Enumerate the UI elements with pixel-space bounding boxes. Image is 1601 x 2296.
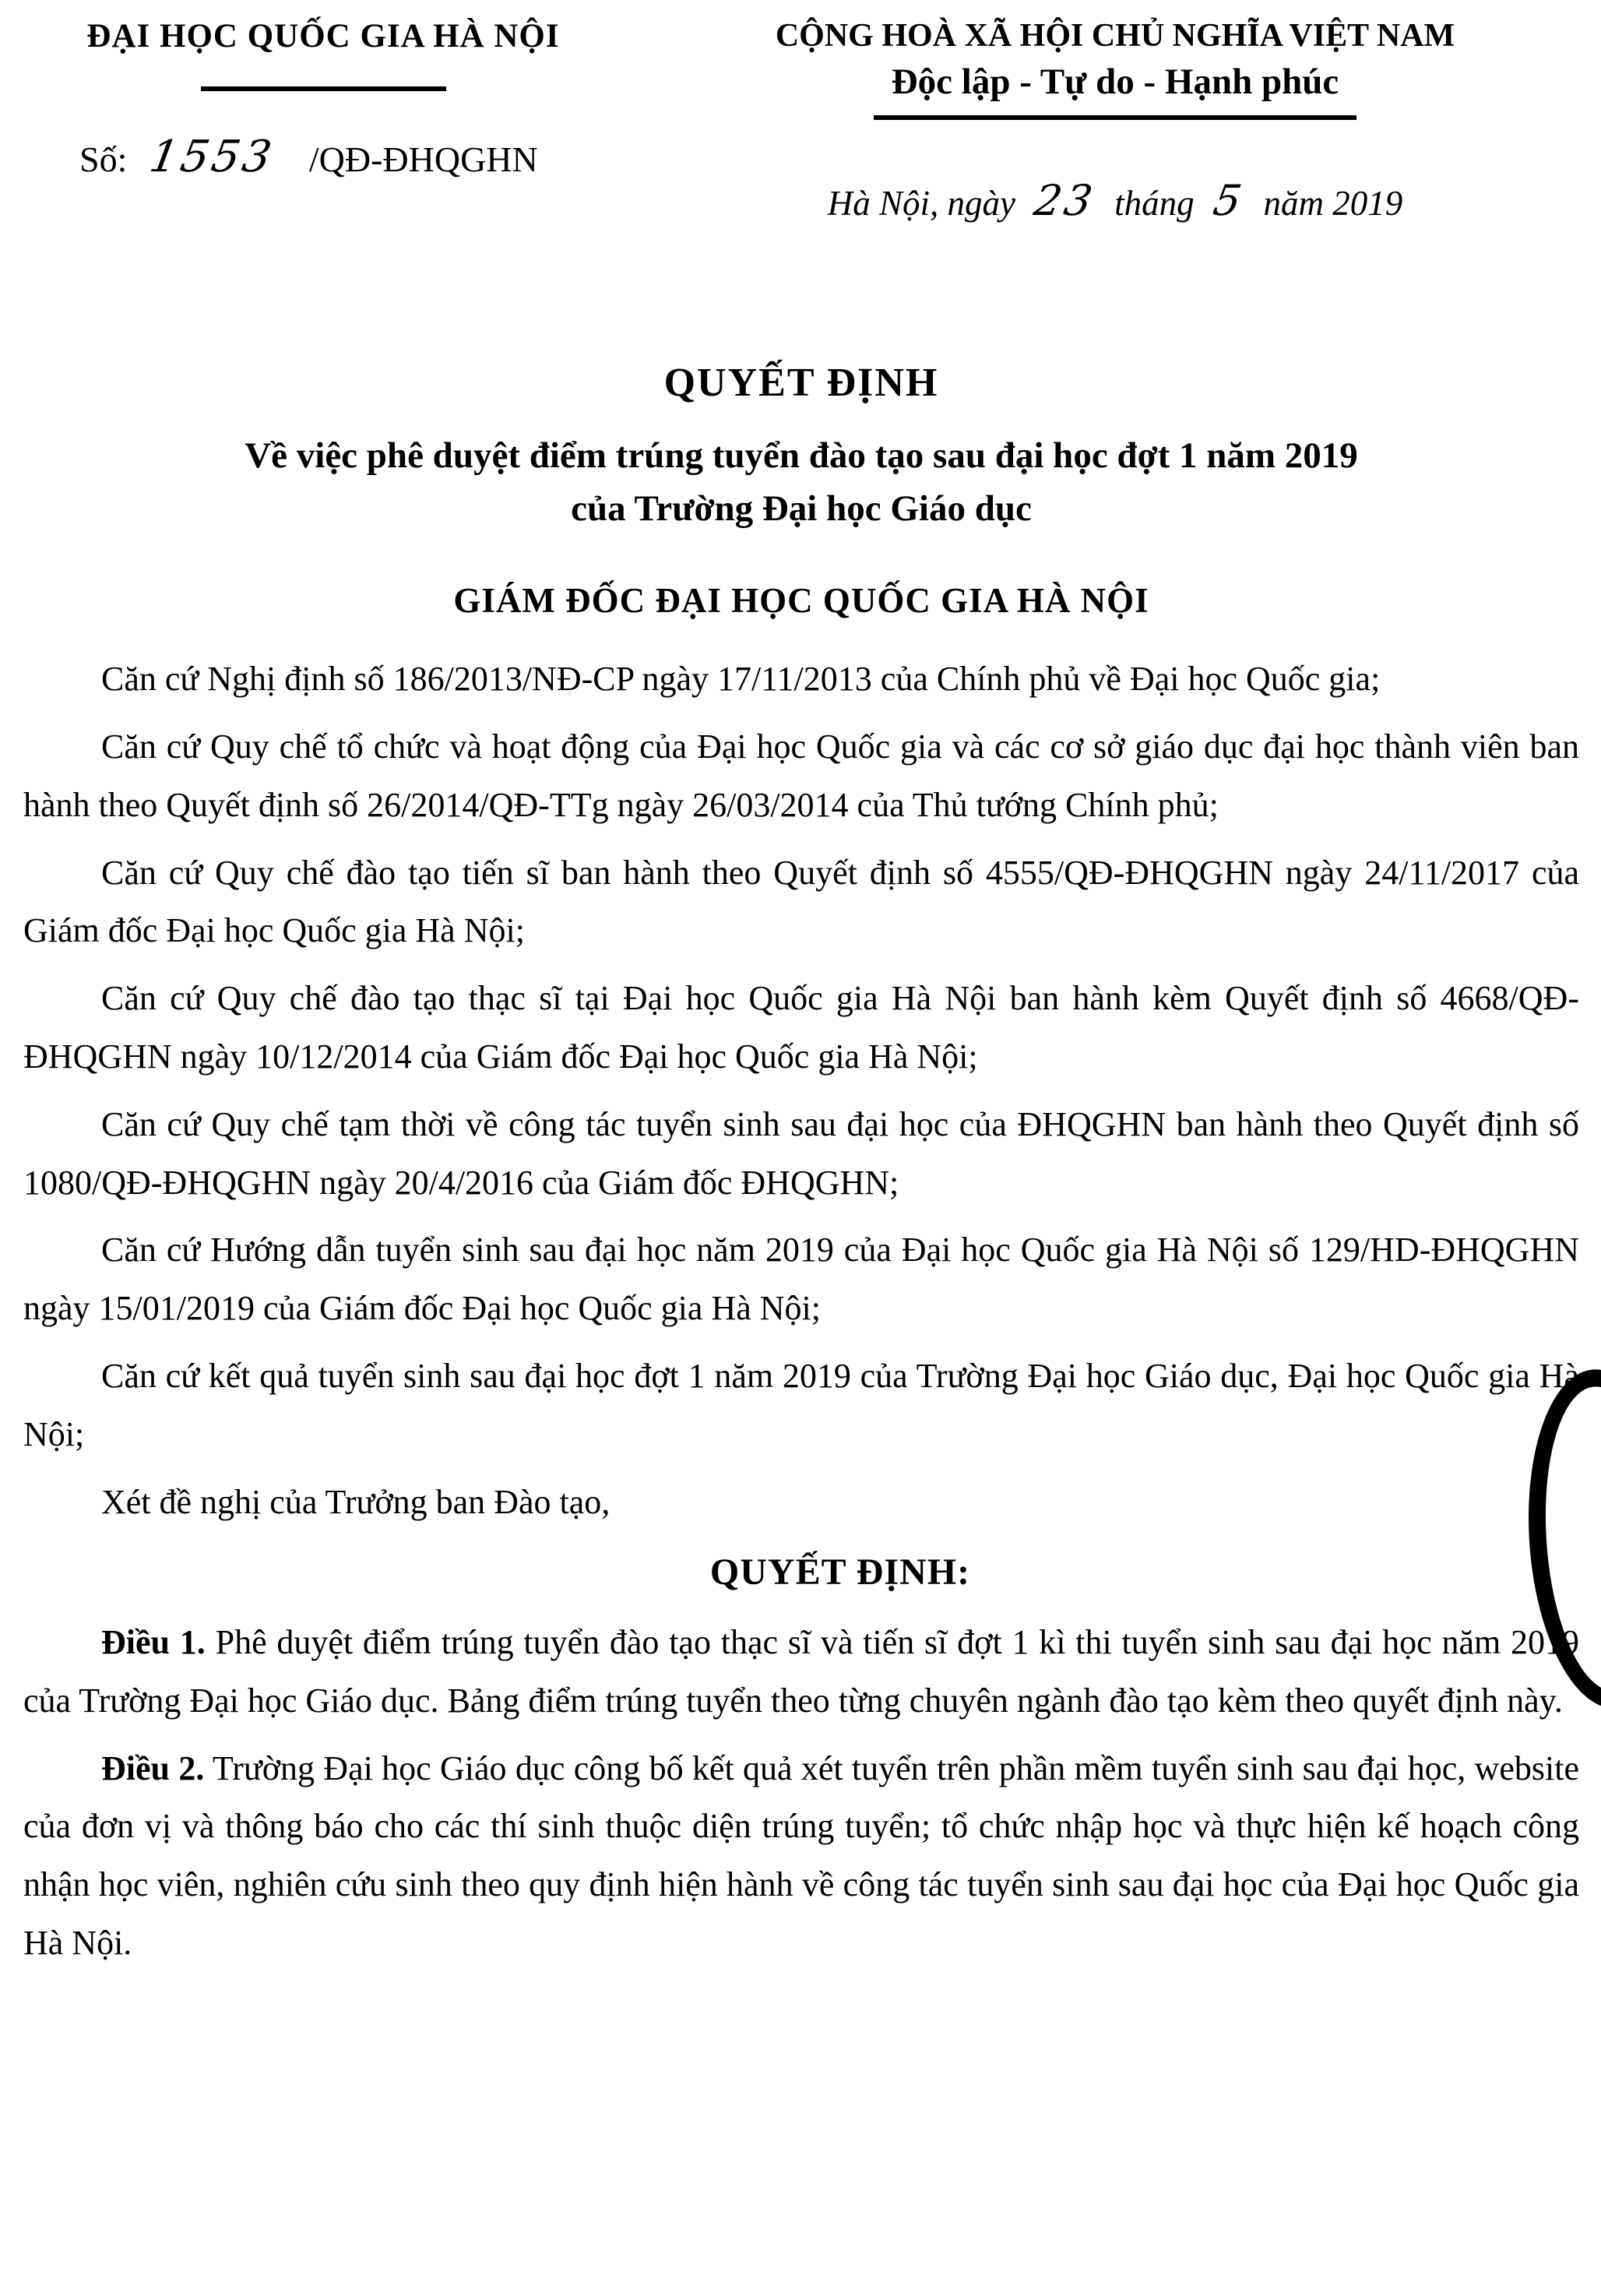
decision-heading: QUYẾT ĐỊNH: (709, 1551, 971, 1593)
motto-underline (874, 115, 1356, 120)
national-motto-line1: CỘNG HOÀ XÃ HỘI CHỦ NGHĨA VIỆT NAM (775, 18, 1455, 54)
recitals-section (23, 650, 1579, 1973)
recital-paragraph: Căn cứ Hướng dẫn tuyển sinh sau đại học năm 2019 của Đại học Quốc gia Hà Nội số 129/HD-ĐHQGHN ngày 15/01/2019 của Giám đốc Đại học Quốc gia Hà Nội; (23, 1231, 1579, 1328)
recital-paragraph: Căn cứ Quy chế đào tạo tiến sĩ ban hành theo Quyết định số 4555/QĐ-ĐHQGHN ngày 24/11/2017 của Giám đốc Đại học Quốc gia Hà Nội; (23, 853, 1579, 950)
article-paragraph (23, 1740, 1579, 1973)
recital-paragraph: Căn cứ Quy chế tạm thời về công tác tuyển sinh sau đại học của ĐHQGHN ban hành theo Quyết định số 1080/QĐ-ĐHQGHN ngày 20/4/2016 của Giám đốc ĐHQGHN; (23, 1104, 1579, 1202)
document-number-value: 1553 (146, 132, 279, 182)
dateline-day: 23 (1030, 176, 1100, 225)
article-text: Trường Đại học Giáo dục công bố kết quả xét tuyển trên phần mềm tuyển sinh sau đại học, website của đơn vị và thông báo cho các thí sinh thuộc diện trúng tuyển; tổ chức nhập học và thực hiện kế hoạch công nhận học viên, nghiên cứu sinh theo quy định hiện hành về công tác tuyển sinh sau đại học của Đại học Quốc gia Hà Nội. (23, 1748, 1579, 1963)
dateline-suffix: năm 2019 (1263, 184, 1403, 223)
header-motto-block (648, 17, 1582, 225)
recital-paragraph: Căn cứ Quy chế đào tạo thạc sĩ tại Đại học Quốc gia Hà Nội ban hành kèm Quyết định số 4668/QĐ-ĐHQGHN ngày 10/12/2014 của Giám đốc Đại học Quốc gia Hà Nội; (23, 979, 1579, 1076)
document-number (23, 132, 623, 182)
issuer-name: ĐẠI HỌC QUỐC GIA HÀ NỘI (86, 18, 560, 55)
recital-paragraph: Căn cứ kết quả tuyển sinh sau đại học đợt 1 năm 2019 của Trường Đại học Giáo dục, Đại học Quốc gia Hà Nội; (23, 1357, 1579, 1453)
article-label: Điều 2. (101, 1748, 205, 1787)
article-paragraph (23, 1614, 1579, 1731)
document-header (23, 17, 1582, 225)
national-motto-line2: Độc lập - Tự do - Hạnh phúc (891, 62, 1339, 102)
article-label: Điều 1. (101, 1623, 206, 1662)
dateline (648, 176, 1582, 225)
decree-subject-line2: của Trường Đại học Giáo dục (571, 488, 1032, 530)
decree-subject-line1: Về việc phê duyệt điểm trúng tuyển đào tạo sau đại học đợt 1 năm 2019 (245, 435, 1358, 476)
issuer-underline (201, 86, 446, 91)
document-number-suffix: /QĐ-ĐHQGHN (308, 139, 538, 179)
recital-paragraph: Xét đề nghị của Trưởng ban Đào tạo, (101, 1482, 610, 1521)
recital-paragraph: Căn cứ Quy chế tổ chức và hoạt động của Đại học Quốc gia và các cơ sở giáo dục đại học thành viên ban hành theo Quyết định số 26/2014/QĐ-TTg ngày 26/03/2014 của Thủ tướng Chính phủ; (23, 727, 1579, 824)
dateline-prefix: Hà Nội, ngày (827, 184, 1015, 223)
document-number-prefix: Số: (79, 139, 128, 179)
decree-title: QUYẾT ĐỊNH (663, 361, 939, 405)
authority-heading: GIÁM ĐỐC ĐẠI HỌC QUỐC GIA HÀ NỘI (453, 581, 1149, 621)
article-text: Phê duyệt điểm trúng tuyển đào tạo thạc sĩ và tiến sĩ đợt 1 kì thi tuyển sinh sau đại học năm 2019 của Trường Đại học Giáo dục. Bảng điểm trúng tuyển theo từng chuyên ngành đào tạo kèm theo quyết định này. (23, 1623, 1580, 1720)
dateline-month: 5 (1209, 176, 1248, 225)
dateline-mid: tháng (1114, 184, 1195, 223)
document-body (23, 360, 1579, 1982)
recital-paragraph: Căn cứ Nghị định số 186/2013/NĐ-CP ngày 17/11/2013 của Chính phủ về Đại học Quốc gia; (101, 660, 1381, 699)
header-issuer-block (23, 17, 623, 182)
decree-subject (23, 429, 1579, 535)
